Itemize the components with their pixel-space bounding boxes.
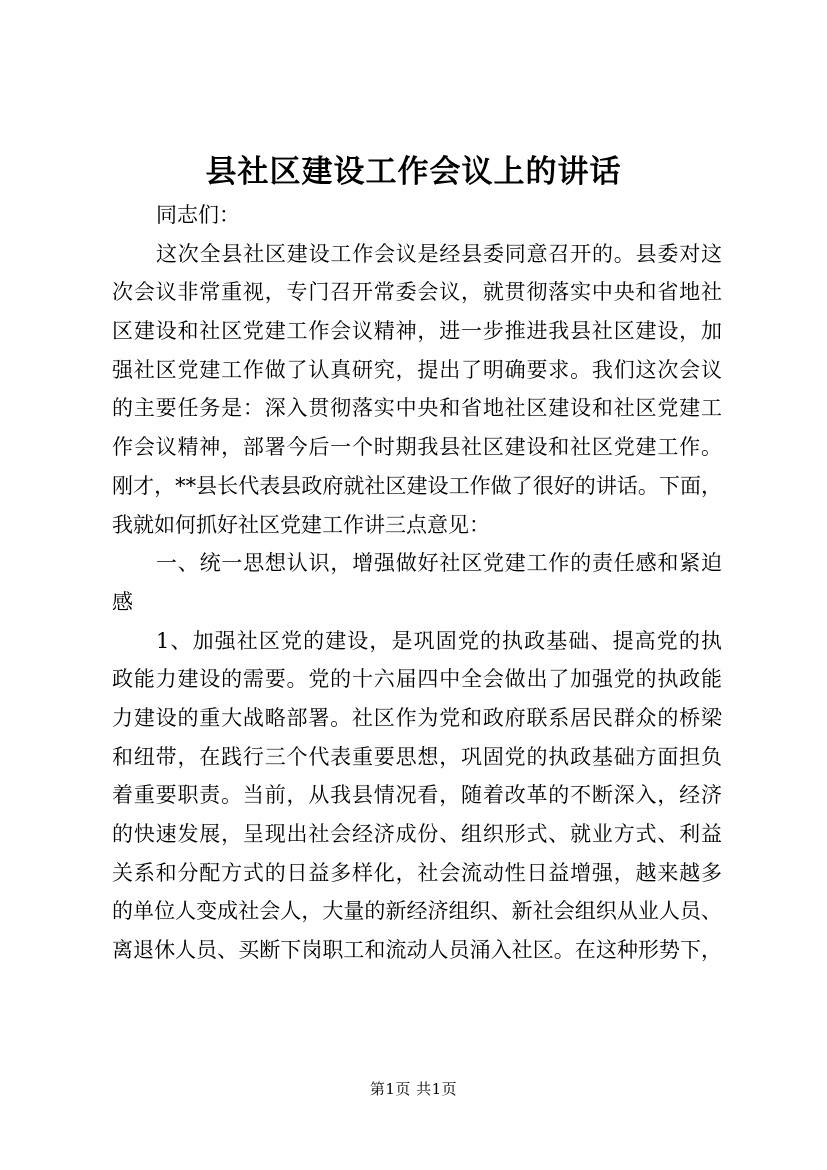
page-footer: 第1页 共1页 xyxy=(369,1080,458,1098)
text-line: 一、统一思想认识，增强做好社区党建工作的责任感和紧迫 xyxy=(156,551,722,576)
text-line: 政能力建设的需要。党的十六届四中全会做出了加强党的执政能 xyxy=(112,667,722,692)
text-line: 次会议非常重视，专门召开常委会议，就贯彻落实中央和省地社 xyxy=(112,280,722,305)
text-line: 着重要职责。当前，从我县情况看，随着改革的不断深入，经济 xyxy=(112,783,722,808)
text-line: 的主要任务是：深入贯彻落实中央和省地社区建设和社区党建工 xyxy=(112,396,722,421)
text-line: 力建设的重大战略部署。社区作为党和政府联系居民群众的桥梁 xyxy=(112,705,722,730)
document-body xyxy=(112,196,722,970)
text-line: 刚才，**县长代表县政府就社区建设工作做了很好的讲话。下面， xyxy=(112,473,722,498)
text-line: 感 xyxy=(112,589,133,614)
text-line: 和纽带，在践行三个代表重要思想，巩固党的执政基础方面担负 xyxy=(112,744,722,769)
document-title: 县社区建设工作会议上的讲话 xyxy=(205,154,622,190)
text-line: 关系和分配方式的日益多样化，社会流动性日益增强，越来越多 xyxy=(112,860,722,885)
text-line: 区建设和社区党建工作会议精神，进一步推进我县社区建设，加 xyxy=(112,319,722,344)
greeting-line: 同志们： xyxy=(156,203,240,227)
text-line: 1、加强社区党的建设，是巩固党的执政基础、提高党的执 xyxy=(156,628,722,653)
text-line: 我就如何抓好社区党建工作讲三点意见： xyxy=(112,512,490,537)
text-line: 强社区党建工作做了认真研究，提出了明确要求。我们这次会议 xyxy=(112,357,722,382)
text-line: 作会议精神，部署今后一个时期我县社区建设和社区党建工作。 xyxy=(112,435,722,460)
text-line: 的单位人变成社会人，大量的新经济组织、新社会组织从业人员、 xyxy=(112,899,722,924)
paragraph-lines xyxy=(112,235,722,970)
text-line: 离退休人员、买断下岗职工和流动人员涌入社区。在这种形势下， xyxy=(112,938,722,963)
text-line: 的快速发展，呈现出社会经济成份、组织形式、就业方式、利益 xyxy=(112,822,722,846)
text-line: 这次全县社区建设工作会议是经县委同意召开的。县委对这 xyxy=(156,241,722,266)
